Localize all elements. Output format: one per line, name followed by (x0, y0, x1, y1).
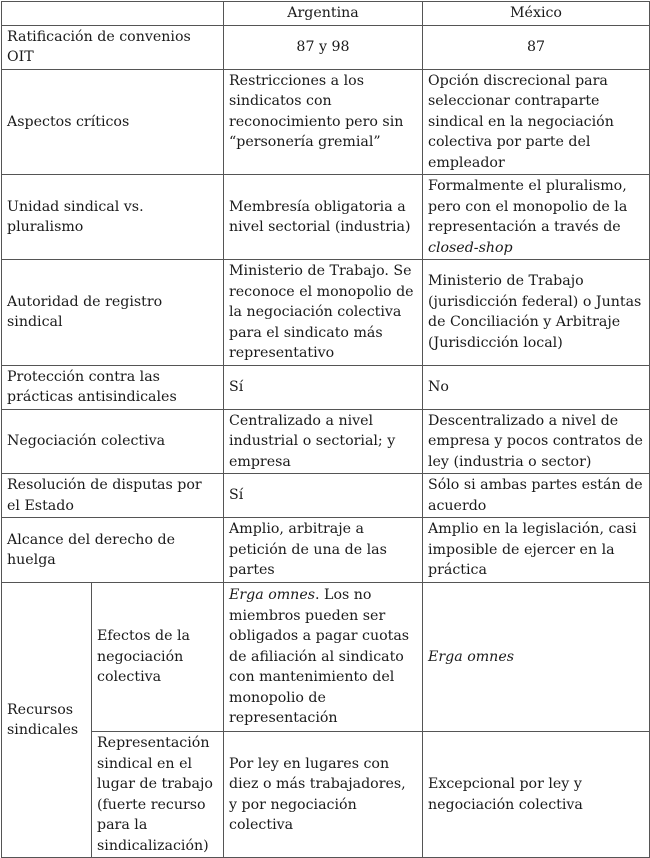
table-row (2, 583, 650, 732)
header-argentina: Argentina (224, 2, 423, 26)
cell-argentina-text: . Los no miembros pueden ser obligados a pagar cuotas de afiliación al sindicato con mantenimiento del monopolio de representación (229, 587, 410, 727)
header-row (2, 2, 650, 26)
cell-argentina: Restricciones a los sindicatos con reconocimiento pero sin “personería gremial” (224, 69, 423, 175)
row-label: Negociación colectiva (2, 409, 224, 474)
row-label: Autoridad de registro sindical (2, 260, 224, 366)
cell-argentina: 87 y 98 (224, 25, 423, 69)
cell-mexico: Opción discrecional para seleccionar contraparte sindical en la negociación colectiva por parte del empleador (423, 69, 650, 175)
cell-mexico-italic: closed-shop (428, 239, 513, 256)
cell-argentina: Membresía obligatoria a nivel sectorial (industria) (224, 175, 423, 260)
cell-mexico: No (423, 365, 650, 409)
row-label: Ratificación de convenios OIT (2, 25, 224, 69)
cell-argentina: Sí (224, 365, 423, 409)
cell-mexico (423, 583, 650, 732)
row-label: Unidad sindical vs. pluralismo (2, 175, 224, 260)
row-label: Resolución de disputas por el Estado (2, 474, 224, 518)
table-row (2, 175, 650, 260)
cell-argentina: Ministerio de Trabajo. Se reconoce el monopolio de la negociación colectiva para el sindicato más representativo (224, 260, 423, 366)
cell-argentina: Sí (224, 474, 423, 518)
table-row (2, 474, 650, 518)
cell-argentina: Por ley en lugares con diez o más trabajadores, y por negociación colectiva (224, 732, 423, 858)
cell-mexico: Sólo si ambas partes están de acuerdo (423, 474, 650, 518)
cell-mexico: Ministerio de Trabajo (jurisdicción federal) o Juntas de Conciliación y Arbitraje (Jurisdicción local) (423, 260, 650, 366)
table-row (2, 518, 650, 583)
table-row (2, 409, 650, 474)
sub-row-label: Representación sindical en el lugar de trabajo (fuerte recurso para la sindicalización) (92, 732, 224, 858)
table-row (2, 69, 650, 175)
sub-row-label: Efectos de la negociación colectiva (92, 583, 224, 732)
row-label: Aspectos críticos (2, 69, 224, 175)
cell-mexico: Excepcional por ley y negociación colectiva (423, 732, 650, 858)
cell-mexico: Amplio en la legislación, casi imposible de ejercer en la práctica (423, 518, 650, 583)
row-label: Alcance del derecho de huelga (2, 518, 224, 583)
cell-mexico-italic: Erga omnes (428, 648, 514, 665)
cell-mexico: Descentralizado a nivel de empresa y pocos contratos de ley (industria o sector) (423, 409, 650, 474)
header-mexico: México (423, 2, 650, 26)
row-label: Protección contra las prácticas antisindicales (2, 365, 224, 409)
table-row (2, 25, 650, 69)
table-row (2, 732, 650, 858)
table-row (2, 365, 650, 409)
comparison-table (1, 1, 650, 858)
cell-mexico: 87 (423, 25, 650, 69)
cell-argentina: Amplio, arbitraje a petición de una de las partes (224, 518, 423, 583)
cell-argentina (224, 583, 423, 732)
header-empty-cell (2, 2, 224, 26)
cell-mexico (423, 175, 650, 260)
cell-mexico-text: Formalmente el pluralismo, pero con el monopolio de la representación a través de (428, 178, 628, 235)
recursos-label: Recursos sindicales (2, 583, 92, 858)
table-row (2, 260, 650, 366)
cell-argentina: Centralizado a nivel industrial o sectorial; y empresa (224, 409, 423, 474)
cell-argentina-italic: Erga omnes (229, 587, 315, 604)
